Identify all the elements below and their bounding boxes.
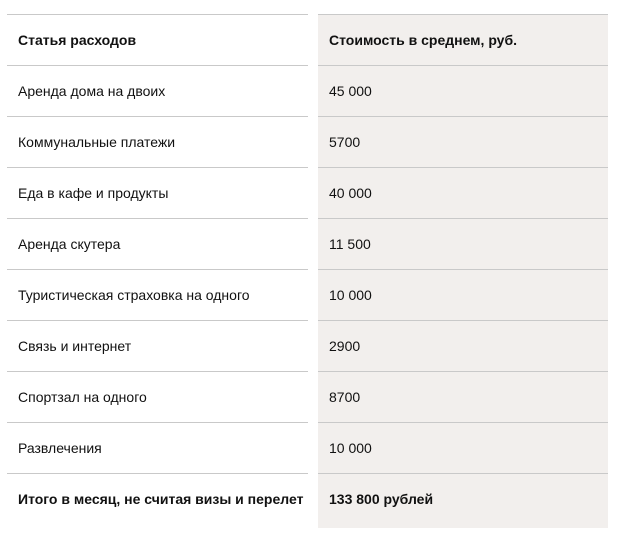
row-item: Коммунальные платежи <box>18 134 176 150</box>
column-gap <box>308 473 318 474</box>
column-gap <box>308 14 318 15</box>
expenses-table <box>7 14 608 524</box>
table-row <box>7 167 608 218</box>
column-gap <box>308 167 318 168</box>
table-total-row <box>7 473 608 524</box>
table-row <box>7 422 608 473</box>
row-item: Аренда дома на двоих <box>18 83 166 99</box>
row-cost: 10 000 <box>329 440 372 456</box>
total-item: Итого в месяц, не считая визы и перелет <box>18 491 304 507</box>
column-gap <box>308 422 318 423</box>
column-gap <box>308 320 318 321</box>
column-gap <box>308 116 318 117</box>
header-item: Статья расходов <box>18 32 137 48</box>
table-row <box>7 218 608 269</box>
table-row <box>7 371 608 422</box>
column-gap <box>308 218 318 219</box>
table-row <box>7 320 608 371</box>
header-cost: Стоимость в среднем, руб. <box>329 32 518 48</box>
row-item: Развлечения <box>18 440 102 456</box>
row-item: Аренда скутера <box>18 236 121 252</box>
total-cost: 133 800 рублей <box>329 491 434 507</box>
table-header-row <box>7 14 608 65</box>
row-item: Спортзал на одного <box>18 389 147 405</box>
column-gap <box>308 65 318 66</box>
table-row <box>7 116 608 167</box>
row-cost: 2900 <box>329 338 361 354</box>
column-gap <box>308 269 318 270</box>
row-cost: 40 000 <box>329 185 372 201</box>
column-gap <box>308 371 318 372</box>
row-cost: 5700 <box>329 134 361 150</box>
table-row <box>7 269 608 320</box>
row-cost: 45 000 <box>329 83 372 99</box>
table-row <box>7 65 608 116</box>
row-item: Связь и интернет <box>18 338 132 354</box>
row-cost: 8700 <box>329 389 361 405</box>
row-cost: 11 500 <box>329 236 371 252</box>
row-item: Еда в кафе и продукты <box>18 185 169 201</box>
row-cost: 10 000 <box>329 287 372 303</box>
row-item: Туристическая страховка на одного <box>18 287 250 303</box>
